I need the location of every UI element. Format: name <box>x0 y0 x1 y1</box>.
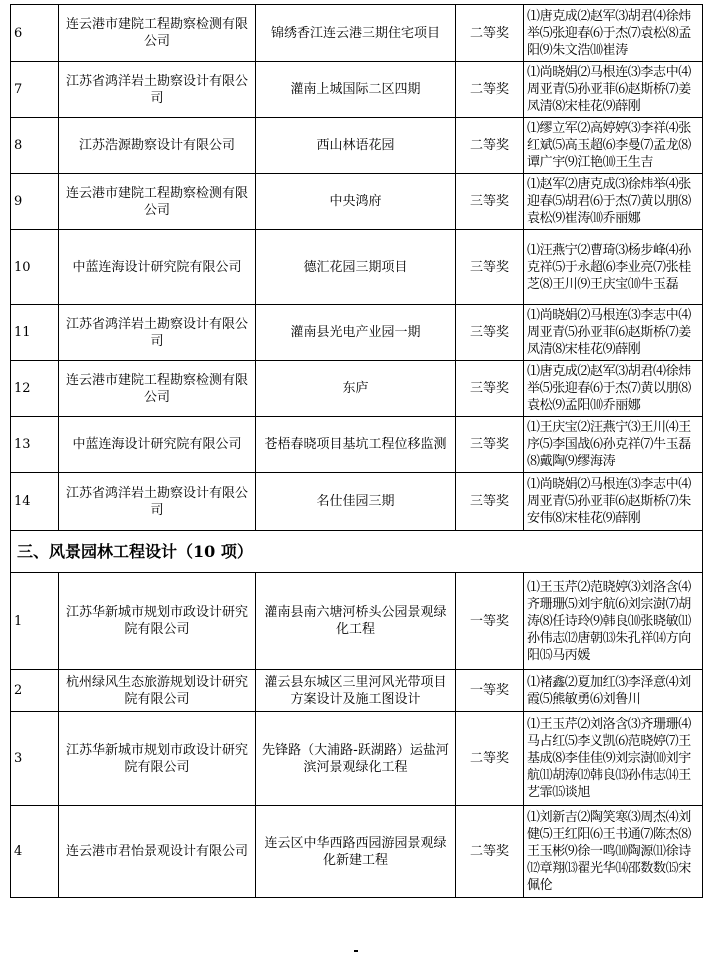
table-row <box>11 62 703 118</box>
unit-name-cell: 连云港市君怡景观设计有限公司 <box>59 806 256 898</box>
project-name-cell: 东庐 <box>256 361 456 417</box>
award-level-cell: 三等奖 <box>456 174 524 230</box>
participants-cell: ⑴汪燕宁⑵曹琦⑶杨步峰⑷孙克祥⑸于永超⑹李业亮⑺张桂芝⑻王川⑼王庆宝⑽牛玉磊 <box>524 230 703 305</box>
table-row <box>11 5 703 62</box>
table-row <box>11 230 703 305</box>
table-row <box>11 174 703 230</box>
table-row <box>11 670 703 712</box>
participants-cell: ⑴尚晓娟⑵马根连⑶李志中⑷周亚青⑸孙亚菲⑹赵斯桥⑺朱安伟⑻宋桂花⑼薛刚 <box>524 473 703 531</box>
table-row <box>11 573 703 670</box>
table-row <box>11 118 703 174</box>
award-level-cell: 二等奖 <box>456 118 524 174</box>
participants-cell: ⑴褚鑫⑵夏加红⑶李泽意⑷刘霞⑸熊敏勇⑹刘鲁川 <box>524 670 703 712</box>
unit-name-cell: 江苏浩源勘察设计有限公司 <box>59 118 256 174</box>
unit-name-cell: 江苏华新城市规划市政设计研究院有限公司 <box>59 712 256 806</box>
row-number-cell: 14 <box>11 473 59 531</box>
project-name-cell: 灌南上城国际二区四期 <box>256 62 456 118</box>
project-name-cell: 灌云县东城区三里河风光带项目方案设计及施工图设计 <box>256 670 456 712</box>
unit-name-cell: 江苏省鸿洋岩土勘察设计有限公司 <box>59 305 256 361</box>
unit-name-cell: 江苏华新城市规划市政设计研究院有限公司 <box>59 573 256 670</box>
table-row <box>11 417 703 473</box>
project-name-cell: 连云区中华西路西园游园景观绿化新建工程 <box>256 806 456 898</box>
unit-name-cell: 江苏省鸿洋岩土勘察设计有限公司 <box>59 62 256 118</box>
project-name-cell: 灌南县光电产业园一期 <box>256 305 456 361</box>
award-level-cell: 三等奖 <box>456 417 524 473</box>
project-name-cell: 德汇花园三期项目 <box>256 230 456 305</box>
award-level-cell: 二等奖 <box>456 712 524 806</box>
row-number-cell: 12 <box>11 361 59 417</box>
awards-table <box>10 4 703 898</box>
participants-cell: ⑴赵军⑵唐克成⑶徐炜举⑷张迎春⑸胡君⑹于杰⑺黄以朋⑻袁松⑼崔涛⑽乔丽娜 <box>524 174 703 230</box>
row-number-cell: 2 <box>11 670 59 712</box>
participants-cell: ⑴唐克成⑵赵军⑶胡君⑷徐炜举⑸张迎春⑹于杰⑺黄以朋⑻袁松⑼孟阳⑽乔丽娜 <box>524 361 703 417</box>
section-title: 三、风景园林工程设计（10 项） <box>11 531 703 573</box>
table-row <box>11 806 703 898</box>
row-number-cell: 4 <box>11 806 59 898</box>
row-number-cell: 13 <box>11 417 59 473</box>
unit-name-cell: 连云港市建院工程勘察检测有限公司 <box>59 5 256 62</box>
table-row <box>11 712 703 806</box>
row-number-cell: 7 <box>11 62 59 118</box>
award-level-cell: 二等奖 <box>456 5 524 62</box>
awards-table-body-geotech <box>11 5 703 531</box>
table-row <box>11 473 703 531</box>
section-row <box>11 531 703 573</box>
unit-name-cell: 江苏省鸿洋岩土勘察设计有限公司 <box>59 473 256 531</box>
project-name-cell: 苍梧春晓项目基坑工程位移监测 <box>256 417 456 473</box>
award-level-cell: 二等奖 <box>456 62 524 118</box>
participants-cell: ⑴王庆宝⑵汪燕宁⑶王川⑷王序⑸李国战⑹孙克祥⑺牛玉磊⑻戴陶⑼缪海涛 <box>524 417 703 473</box>
unit-name-cell: 杭州绿风生态旅游规划设计研究院有限公司 <box>59 670 256 712</box>
unit-name-cell: 连云港市建院工程勘察检测有限公司 <box>59 361 256 417</box>
row-number-cell: 9 <box>11 174 59 230</box>
participants-cell: ⑴王玉芹⑵范晓婷⑶刘洛含⑷齐珊珊⑸刘宇航⑹刘宗澍⑺胡涛⑻任诗玲⑼韩良⑽张晓敏⑾孙伟志⑿唐朝⒀朱孔祥⒁方向阳⒂马丙媛 <box>524 573 703 670</box>
award-level-cell: 三等奖 <box>456 361 524 417</box>
project-name-cell: 灌南县南六塘河桥头公园景观绿化工程 <box>256 573 456 670</box>
participants-cell: ⑴王玉芹⑵刘洛含⑶齐珊珊⑷马占红⑸李义凯⑹范晓婷⑺王基成⑻李佳佳⑼刘宗澍⑽刘宇航⑾胡涛⑿韩良⒀孙伟志⒁王艺霏⒂谈旭 <box>524 712 703 806</box>
participants-cell: ⑴尚晓娟⑵马根连⑶李志中⑷周亚青⑸孙亚菲⑹赵斯桥⑺姜凤清⑻宋桂花⑼薛刚 <box>524 305 703 361</box>
participants-cell: ⑴缪立军⑵高婷婷⑶李祥⑷张红斌⑸高玉超⑹李曼⑺孟龙⑻谭广宇⑼江艳⑽王生吉 <box>524 118 703 174</box>
project-name-cell: 锦绣香江连云港三期住宅项目 <box>256 5 456 62</box>
award-level-cell: 一等奖 <box>456 670 524 712</box>
award-level-cell: 三等奖 <box>456 305 524 361</box>
participants-cell: ⑴刘新吉⑵陶笑寒⑶周杰⑷刘健⑸王红阳⑹王书通⑺陈杰⑻王玉彬⑼徐一鸣⑽陶源⑾徐诗⑿章翔⒀翟光华⒁邵数数⒂宋佩伦 <box>524 806 703 898</box>
row-number-cell: 3 <box>11 712 59 806</box>
row-number-cell: 10 <box>11 230 59 305</box>
page-mark <box>354 950 358 952</box>
unit-name-cell: 中蓝连海设计研究院有限公司 <box>59 417 256 473</box>
project-name-cell: 西山林语花园 <box>256 118 456 174</box>
award-level-cell: 三等奖 <box>456 473 524 531</box>
award-level-cell: 三等奖 <box>456 230 524 305</box>
row-number-cell: 6 <box>11 5 59 62</box>
unit-name-cell: 中蓝连海设计研究院有限公司 <box>59 230 256 305</box>
project-name-cell: 中央鸿府 <box>256 174 456 230</box>
participants-cell: ⑴唐克成⑵赵军⑶胡君⑷徐炜举⑸张迎春⑹于杰⑺袁松⑻孟阳⑼朱文浩⑽崔涛 <box>524 5 703 62</box>
table-row <box>11 305 703 361</box>
unit-name-cell: 连云港市建院工程勘察检测有限公司 <box>59 174 256 230</box>
row-number-cell: 1 <box>11 573 59 670</box>
participants-cell: ⑴尚晓娟⑵马根连⑶李志中⑷周亚青⑸孙亚菲⑹赵斯桥⑺姜凤清⑻宋桂花⑼薛刚 <box>524 62 703 118</box>
row-number-cell: 11 <box>11 305 59 361</box>
award-level-cell: 一等奖 <box>456 573 524 670</box>
project-name-cell: 名仕佳园三期 <box>256 473 456 531</box>
section-header <box>11 531 703 573</box>
table-row <box>11 361 703 417</box>
row-number-cell: 8 <box>11 118 59 174</box>
award-level-cell: 二等奖 <box>456 806 524 898</box>
project-name-cell: 先锋路（大浦路-跃湖路）运盐河滨河景观绿化工程 <box>256 712 456 806</box>
awards-table-body-landscape <box>11 573 703 898</box>
